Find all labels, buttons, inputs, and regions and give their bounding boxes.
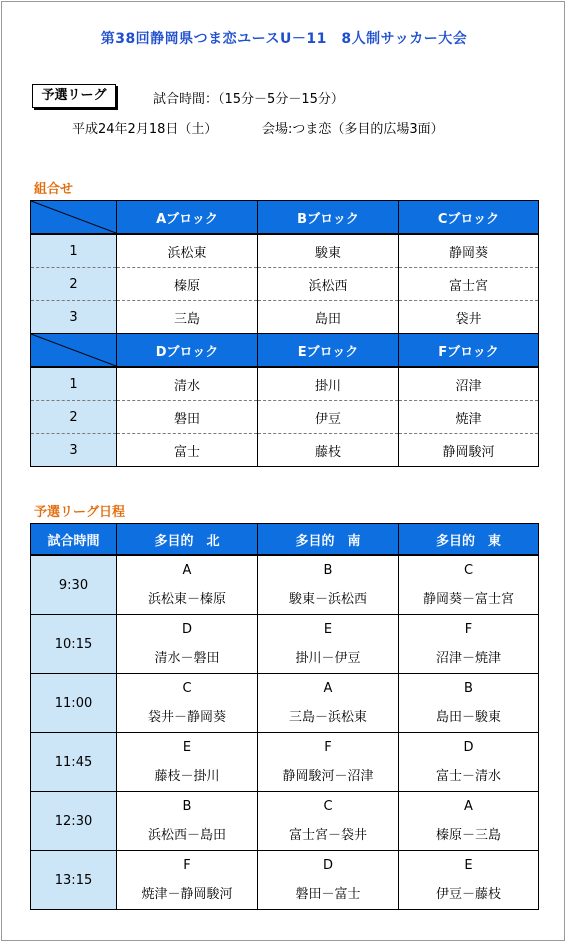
schedule-row (31, 674, 539, 733)
team-cell: 浜松東 (117, 234, 258, 268)
match-block: A (182, 563, 192, 578)
match-cell (258, 555, 399, 615)
match-block: C (182, 681, 192, 696)
grouping-row (31, 367, 539, 401)
match-cell (399, 674, 539, 733)
grouping-row (31, 234, 539, 268)
match-block: F (464, 622, 473, 637)
match-pair: 静岡葵－富士宮 (422, 592, 514, 607)
match-pair: 藤枝－掛川 (154, 769, 220, 784)
grouping-row (31, 434, 539, 467)
match-cell (117, 555, 258, 615)
schedule-header-row (31, 524, 539, 556)
match-block: E (464, 858, 473, 873)
match-block: E (182, 740, 192, 755)
match-cell (117, 792, 258, 851)
grouping-header-row (31, 334, 539, 368)
block-header: Bブロック (258, 201, 399, 235)
match-pair: 榛原－三島 (435, 828, 501, 843)
schedule-row (31, 615, 539, 674)
field-column-header: 多目的 東 (399, 524, 539, 556)
match-pair: 島田－駿東 (435, 710, 501, 725)
row-number: 2 (31, 268, 117, 301)
match-time: 12:30 (31, 792, 117, 851)
row-number: 3 (31, 301, 117, 334)
team-cell: 藤枝 (258, 434, 399, 467)
field-column-header: 多目的 南 (258, 524, 399, 556)
schedule-table (30, 523, 539, 910)
match-pair: 伊豆－藤枝 (435, 887, 501, 902)
block-header: Cブロック (399, 201, 539, 235)
match-block: D (463, 740, 474, 755)
team-cell: 三島 (117, 301, 258, 334)
match-block: D (322, 858, 333, 873)
match-pair: 袋井－静岡葵 (147, 710, 226, 725)
match-time: 10:15 (31, 615, 117, 674)
row-number: 3 (31, 434, 117, 467)
match-cell (399, 792, 539, 851)
match-block: B (323, 563, 333, 578)
team-cell: 沼津 (399, 367, 539, 401)
schedule-row (31, 555, 539, 615)
field-column-header: 多目的 北 (117, 524, 258, 556)
team-cell: 磐田 (117, 401, 258, 434)
match-cell (117, 851, 258, 910)
match-time: 11:00 (31, 674, 117, 733)
match-cell (399, 851, 539, 910)
preliminary-league-badge: 予選リーグ (32, 84, 116, 108)
match-pair: 磐田－富士 (295, 887, 361, 902)
match-block: B (182, 799, 192, 814)
grouping-section-label: 組合せ (34, 182, 74, 197)
row-number: 2 (31, 401, 117, 434)
page-title: 第38回静岡県つま恋ユースU－11 8人制サッカー大会 (100, 31, 468, 47)
match-cell (117, 615, 258, 674)
match-block: A (323, 681, 333, 696)
schedule-row (31, 733, 539, 792)
match-pair: 富士宮－袋井 (288, 828, 367, 843)
match-pair: 静岡駿河－沼津 (282, 769, 374, 784)
match-cell (258, 674, 399, 733)
grouping-header-row (31, 201, 539, 235)
match-block: C (323, 799, 333, 814)
match-cell (117, 733, 258, 792)
block-header: Dブロック (117, 334, 258, 368)
match-cell (399, 555, 539, 615)
match-cell (399, 733, 539, 792)
grouping-row (31, 401, 539, 434)
match-pair: 富士－清水 (435, 769, 501, 784)
block-header: Eブロック (258, 334, 399, 368)
team-cell: 浜松西 (258, 268, 399, 301)
grouping-table (30, 200, 539, 467)
team-cell: 静岡駿河 (399, 434, 539, 467)
block-header: Fブロック (399, 334, 539, 368)
team-cell: 駿東 (258, 234, 399, 268)
team-cell: 清水 (117, 367, 258, 401)
match-pair: 浜松東－榛原 (147, 592, 226, 607)
team-cell: 富士宮 (399, 268, 539, 301)
row-number: 1 (31, 367, 117, 401)
match-cell (258, 733, 399, 792)
match-block: E (323, 622, 333, 637)
schedule-row (31, 792, 539, 851)
team-cell: 伊豆 (258, 401, 399, 434)
match-cell (258, 615, 399, 674)
match-block: D (181, 622, 192, 637)
match-block: F (324, 740, 332, 755)
team-cell: 島田 (258, 301, 399, 334)
match-block: A (464, 799, 473, 814)
match-cell (258, 792, 399, 851)
match-cell (258, 851, 399, 910)
match-pair: 沼津－焼津 (435, 651, 501, 666)
match-pair: 駿東－浜松西 (288, 592, 367, 607)
event-venue: 会場:つま恋（多目的広場3面） (262, 122, 444, 137)
match-time: 9:30 (31, 555, 117, 615)
team-cell: 榛原 (117, 268, 258, 301)
match-cell (117, 674, 258, 733)
grouping-row (31, 301, 539, 334)
match-time: 13:15 (31, 851, 117, 910)
match-cell (399, 615, 539, 674)
grouping-row (31, 268, 539, 301)
team-cell: 富士 (117, 434, 258, 467)
match-time: 11:45 (31, 733, 117, 792)
team-cell: 袋井 (399, 301, 539, 334)
schedule-section-label: 予選リーグ日程 (34, 505, 126, 520)
match-block: C (463, 563, 474, 578)
row-number: 1 (31, 234, 117, 268)
schedule-row (31, 851, 539, 910)
match-block: F (183, 858, 191, 873)
match-pair: 清水－磐田 (154, 651, 220, 666)
match-block: B (464, 681, 473, 696)
team-cell: 焼津 (399, 401, 539, 434)
event-date: 平成24年2月18日（土） (72, 122, 218, 137)
corner-cell (31, 334, 117, 368)
team-cell: 掛川 (258, 367, 399, 401)
team-cell: 静岡葵 (399, 234, 539, 268)
block-header: Aブロック (117, 201, 258, 235)
match-pair: 三島－浜松東 (288, 710, 367, 725)
match-pair: 浜松西－島田 (147, 828, 226, 843)
time-column-header: 試合時間 (31, 524, 117, 556)
match-pair: 掛川－伊豆 (295, 651, 361, 666)
corner-cell (31, 201, 117, 235)
match-time-info: 試合時間：（15分－5分－15分） (153, 92, 344, 107)
match-pair: 焼津－静岡駿河 (141, 887, 233, 902)
